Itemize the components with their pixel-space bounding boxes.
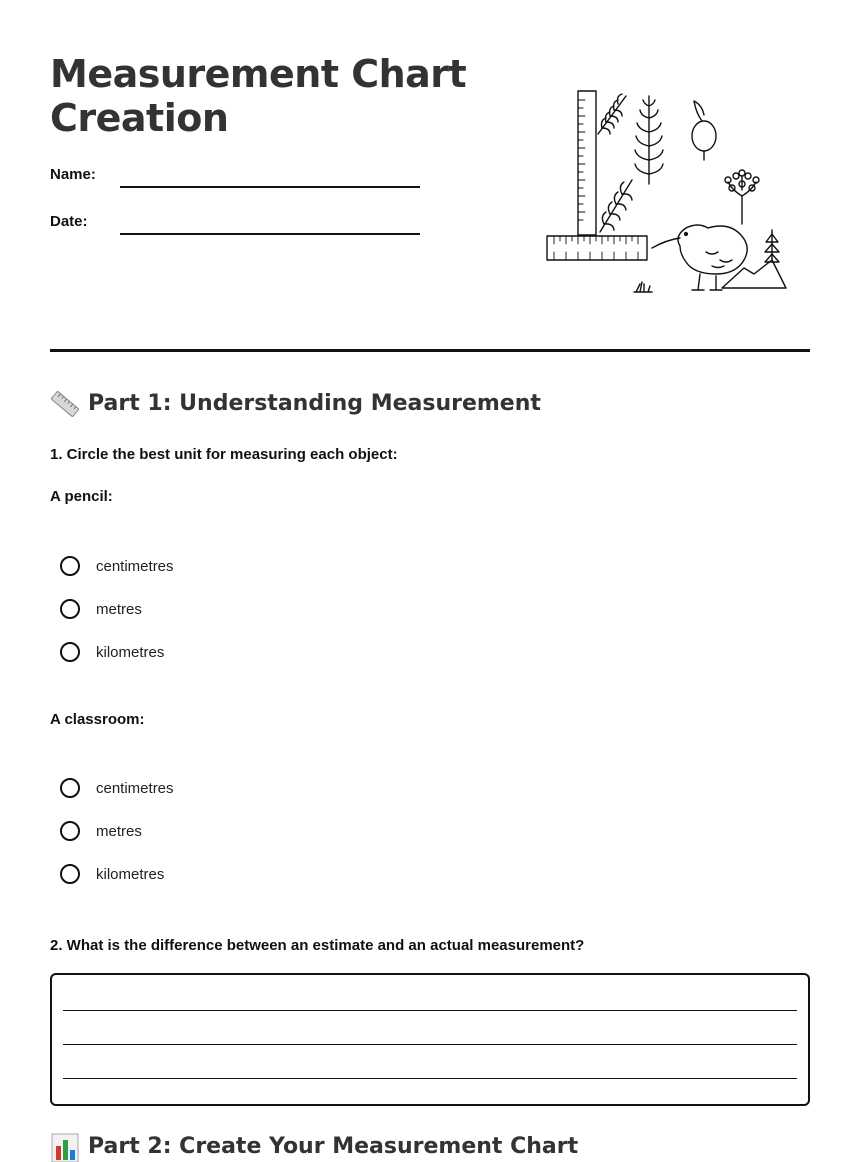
grass-icon — [634, 282, 652, 292]
part1-heading — [50, 389, 541, 419]
fern-lower-icon — [600, 180, 632, 232]
fern-tall-icon — [635, 96, 663, 184]
pencil-option-metres[interactable] — [60, 596, 142, 622]
fern-small-icon — [598, 94, 626, 134]
date-label: Date: — [50, 213, 88, 230]
classroom-option-metres[interactable] — [60, 818, 142, 844]
shrub-icon — [725, 170, 759, 224]
option-label: metres — [96, 600, 142, 618]
part1-title: Part 1: Understanding Measurement — [88, 391, 541, 416]
bar-chart-icon — [50, 1132, 80, 1162]
radio-circle[interactable] — [60, 642, 80, 662]
answer-box[interactable] — [50, 973, 810, 1106]
pencil-label: A pencil: — [50, 488, 113, 505]
answer-line[interactable] — [63, 1044, 797, 1045]
answer-line[interactable] — [63, 1078, 797, 1079]
option-label: metres — [96, 822, 142, 840]
ruler-ferns-kiwi-illustration — [540, 84, 790, 302]
radio-circle[interactable] — [60, 556, 80, 576]
page-title: Measurement Chart Creation — [50, 52, 467, 140]
answer-line[interactable] — [63, 1010, 797, 1011]
part2-heading — [50, 1132, 578, 1162]
name-label: Name: — [50, 166, 96, 183]
option-label: centimetres — [96, 779, 174, 797]
classroom-option-kilometres[interactable] — [60, 861, 164, 887]
ruler-icon — [50, 389, 80, 419]
option-label: kilometres — [96, 865, 165, 883]
pencil-option-kilometres[interactable] — [60, 639, 164, 665]
classroom-label: A classroom: — [50, 711, 145, 728]
date-field[interactable] — [50, 213, 430, 243]
pencil-option-centimetres[interactable] — [60, 553, 174, 579]
radio-circle[interactable] — [60, 778, 80, 798]
radio-circle[interactable] — [60, 864, 80, 884]
question-2: 2. What is the difference between an estimate and an actual measurement? — [50, 937, 585, 954]
option-label: centimetres — [96, 557, 174, 575]
kiwi-bird-icon — [652, 225, 747, 290]
question-1: 1. Circle the best unit for measuring each object: — [50, 446, 398, 463]
mountain-icon — [722, 230, 786, 288]
radio-circle[interactable] — [60, 821, 80, 841]
name-write-line[interactable] — [120, 186, 420, 188]
radio-circle[interactable] — [60, 599, 80, 619]
option-label: kilometres — [96, 643, 165, 661]
seed-pod-icon — [692, 101, 716, 160]
vertical-ruler-icon — [578, 91, 596, 235]
part2-title: Part 2: Create Your Measurement Chart — [88, 1134, 579, 1159]
classroom-option-centimetres[interactable] — [60, 775, 174, 801]
name-field[interactable] — [50, 166, 430, 196]
date-write-line[interactable] — [120, 233, 420, 235]
header-divider — [50, 349, 810, 352]
